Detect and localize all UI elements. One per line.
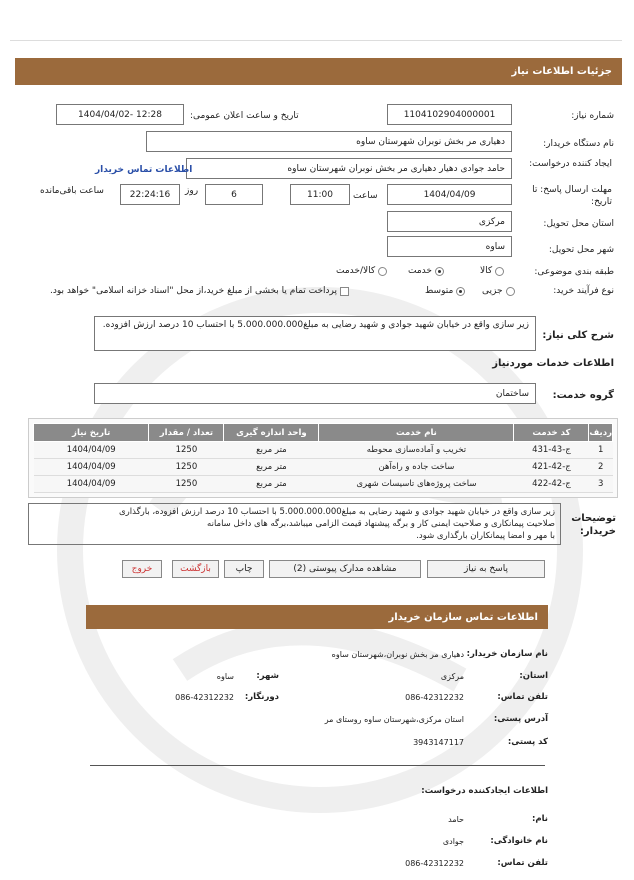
creator-phone: 086-42312232 (405, 859, 464, 868)
cell-name: ساخت پروژه‌های تاسیسات شهری (319, 476, 514, 493)
services-table-container (28, 418, 618, 498)
contact-city-label: شهر: (256, 671, 279, 681)
radio-selected-icon[interactable] (435, 267, 444, 276)
cell-row: 1 (589, 442, 613, 459)
deadline-label: مهلت ارسال پاسخ: تا تاریخ: (532, 185, 612, 207)
cell-name: ساخت جاده و راه‌آهن (319, 459, 514, 476)
category-option-both[interactable] (336, 266, 387, 276)
services-title: اطلاعات خدمات موردنیاز (492, 358, 614, 369)
creator-name-label: نام: (531, 814, 548, 824)
cell-date: 1404/04/09 (34, 459, 149, 476)
contact-org-label: نام سازمان خریدار: (466, 649, 548, 659)
print-button[interactable]: چاپ (224, 560, 264, 578)
category-option-goods[interactable] (480, 266, 504, 276)
service-group-field: ساختمان (94, 383, 536, 404)
contact-address-label: آدرس پستی: (493, 714, 548, 724)
cell-unit: متر مربع (224, 459, 319, 476)
remaining-label: ساعت باقی‌مانده (40, 186, 104, 196)
page-header (15, 58, 622, 85)
radio-selected-icon[interactable] (456, 287, 465, 296)
creator-name: حامد (448, 815, 464, 824)
cell-code: ج-42-422 (514, 476, 589, 493)
cell-code: ج-42-421 (514, 459, 589, 476)
contact-fax-label: دورنگار: (244, 692, 279, 702)
contact-province: مرکزی (440, 672, 464, 681)
deadline-date-field: 1404/04/09 (387, 184, 512, 205)
creator-label: ایجاد کننده درخواست: (529, 159, 612, 169)
need-number-field: 1104102904000001 (387, 104, 512, 125)
category-option-service-label: خدمت (408, 266, 432, 276)
province-field: مرکزی (387, 211, 512, 232)
process-option-partial-label: جزیی (482, 286, 503, 296)
checkbox-icon[interactable] (340, 287, 349, 296)
contact-province-label: استان: (519, 671, 548, 681)
cell-date: 1404/04/09 (34, 476, 149, 493)
cell-unit: متر مربع (224, 476, 319, 493)
contact-divider (90, 765, 545, 766)
buyer-notes-field (28, 503, 561, 545)
cell-date: 1404/04/09 (34, 442, 149, 459)
table-row (34, 476, 613, 493)
col-name: نام خدمت (319, 424, 514, 442)
creator-phone-label: تلفن تماس: (497, 858, 548, 868)
category-option-goods-label: کالا (480, 266, 493, 276)
buyer-notes-line: با مهر و امضا پیمانکاران بارگذاری شود. (416, 531, 555, 541)
contact-postal: 3943147117 (413, 738, 464, 747)
city-label: شهر محل تحویل: (548, 245, 614, 255)
process-option-medium-label: متوسط (425, 286, 454, 296)
buyer-notes-line: زیر سازی واقع در خیابان شهید جوادی و شهید رضایی به مبلغ5.000.000.000 با احتساب 10 درصد ارزش افزوده، بارگذاری (119, 507, 555, 517)
time-label: ساعت (353, 191, 378, 201)
cell-code: ج-43-431 (514, 442, 589, 459)
deadline-time-field: 11:00 (290, 184, 350, 205)
category-label: طبقه بندی موضوعی: (534, 267, 614, 277)
exit-button[interactable]: خروج (122, 560, 162, 578)
contact-postal-label: کد پستی: (507, 737, 548, 747)
treasury-checkbox[interactable] (50, 286, 349, 296)
contact-phone-label: تلفن تماس: (497, 692, 548, 702)
back-button[interactable]: بازگشت (172, 560, 219, 578)
buyer-org-field: دهیاری مر بخش نوبران شهرستان ساوه (146, 131, 512, 152)
creator-family: جوادی (442, 837, 464, 846)
top-divider (10, 40, 622, 41)
table-row (34, 459, 613, 476)
creator-info-header: اطلاعات ایجادکننده درخواست: (421, 786, 548, 796)
creator-family-label: نام خانوادگی: (490, 836, 548, 846)
days-field: 6 (205, 184, 263, 205)
announce-label: تاریخ و ساعت اعلان عمومی: (190, 111, 299, 121)
services-table (33, 423, 613, 493)
buyer-org-label: نام دستگاه خریدار: (543, 139, 614, 149)
contact-header-title: اطلاعات تماس سازمان خریدار (388, 611, 538, 623)
buyer-notes-line: صلاحیت پیمانکاری و صلاحیت ایمنی کار و برگه پیشنهاد قیمت الزامی میباشد،برگه های داخل سامانه (207, 519, 555, 529)
radio-icon[interactable] (378, 267, 387, 276)
cell-qty: 1250 (149, 442, 224, 459)
process-label: نوع فرآیند خرید: (553, 286, 614, 296)
col-row: ردیف (589, 424, 613, 442)
remaining-time-field: 22:24:16 (120, 184, 180, 205)
col-code: کد خدمت (514, 424, 589, 442)
radio-icon[interactable] (506, 287, 515, 296)
process-option-medium[interactable] (425, 286, 465, 296)
cell-name: تخریب و آماده‌سازی محوطه (319, 442, 514, 459)
contact-fax: 086-42312232 (175, 693, 234, 702)
cell-qty: 1250 (149, 459, 224, 476)
contact-address: استان مرکزی،شهرستان ساوه روستای مر (324, 715, 464, 724)
col-unit: واحد اندازه گیری (224, 424, 319, 442)
cell-row: 3 (589, 476, 613, 493)
need-number-label: شماره نیاز: (571, 111, 614, 121)
col-date: تاریخ نیاز (34, 424, 149, 442)
service-group-label: گروه خدمت: (552, 390, 614, 401)
summary-label: شرح کلی نیاز: (542, 330, 614, 341)
contact-org: دهیاری مر بخش نوبران،شهرستان ساوه (331, 650, 464, 659)
contact-header (86, 605, 548, 629)
category-option-both-label: کالا/خدمت (336, 266, 376, 276)
table-header-row (34, 424, 613, 442)
cell-unit: متر مربع (224, 442, 319, 459)
cell-row: 2 (589, 459, 613, 476)
table-row (34, 442, 613, 459)
contact-phone: 086-42312232 (405, 693, 464, 702)
attachments-button[interactable]: مشاهده مدارک پیوستی (2) (269, 560, 421, 578)
announce-field: 1404/04/02- 12:28 (56, 104, 184, 125)
creator-field: حامد جوادی دهیار دهیاری مر بخش نوبران شهرستان ساوه (186, 158, 512, 179)
category-option-service[interactable] (408, 266, 444, 276)
contact-city: ساوه (216, 672, 234, 681)
days-label: روز (185, 186, 199, 196)
city-field: ساوه (387, 236, 512, 257)
buyer-notes-label: توضیحات خریدار: (571, 513, 616, 537)
cell-qty: 1250 (149, 476, 224, 493)
radio-icon[interactable] (495, 267, 504, 276)
reply-button[interactable]: پاسخ به نیاز (427, 560, 545, 578)
col-qty: تعداد / مقدار (149, 424, 224, 442)
treasury-checkbox-label: پرداخت تمام یا بخشی از مبلغ خرید،از محل "اسناد خزانه اسلامی" خواهد بود. (50, 286, 338, 296)
summary-field: زیر سازی واقع در خیابان شهید جوادی و شهید رضایی به مبلغ5.000.000.000 با احتساب 10 درصد ارزش افزوده. (94, 316, 536, 351)
process-option-partial[interactable] (482, 286, 515, 296)
province-label: استان محل تحویل: (543, 219, 614, 229)
buyer-contact-link[interactable]: اطلاعات تماس خریدار (95, 165, 193, 175)
page-header-title: جزئیات اطلاعات نیاز (511, 66, 612, 77)
